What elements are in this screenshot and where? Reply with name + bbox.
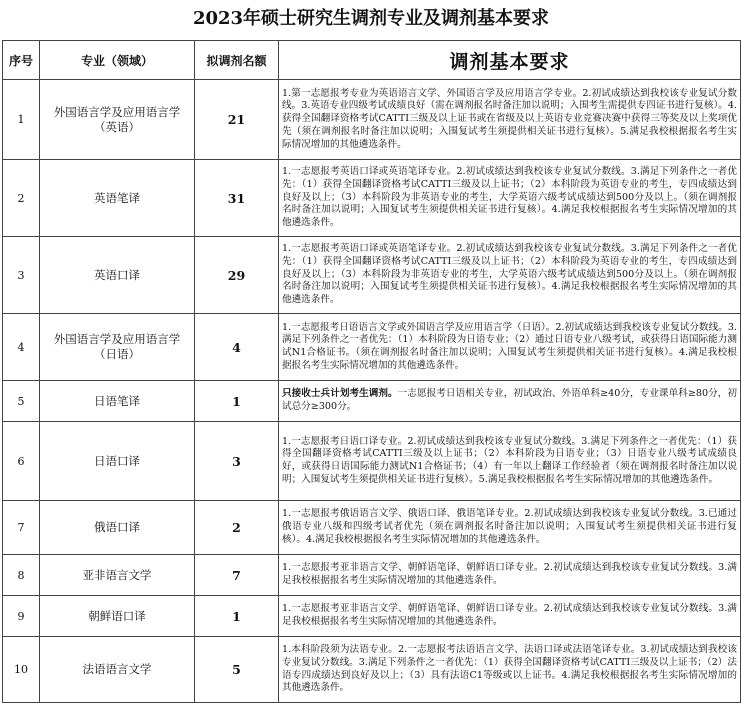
row-index: 2 [3, 160, 40, 237]
document-title: 2023年硕士研究生调剂专业及调剂基本要求 [192, 8, 550, 29]
row-quota: 29 [195, 237, 279, 314]
row-major: 外国语言学及应用语言学（英语） [40, 80, 195, 160]
row-quota: 2 [195, 501, 279, 555]
table-header-row [3, 41, 741, 80]
header-major: 专业（领域） [40, 41, 195, 80]
row-quota: 21 [195, 80, 279, 160]
row-index: 1 [3, 80, 40, 160]
row-requirements: 1.一志愿报考日语语言文学或外国语言学及应用语言学（日语）。2.初试成绩达到我校该专业复试分数线。3.满足下列条件之一者优先：（1）本科阶段为日语专业；（2）通过日语专业八级考试，或获得日语国际能力测试N1合格证书。（须在调剂报名时备注加以说明；入围复试考生须提供相关证书进行复核）。4.满足我校根据报名考生实际情况增加的其他遴选条件。 [279, 314, 741, 381]
row-quota: 4 [195, 314, 279, 381]
row-major: 俄语口译 [40, 501, 195, 555]
row-requirements: 1.一志愿报考俄语语言文学、俄语口译、俄语笔译专业。2.初试成绩达到我校该专业复试分数线。3.已通过俄语专业八级和四级考试者优先（须在调剂报名时备注加以说明；入围复试考生须提供相关证书进行复核）。4.满足我校根据报名考生实际情况增加的其他遴选条件。 [279, 501, 741, 555]
row-requirements: 1.一志愿报考亚非语言文学、朝鲜语笔译、朝鲜语口译专业。2.初试成绩达到我校该专业复试分数线。3.满足我校根据报名考生实际情况增加的其他遴选条件。 [279, 596, 741, 637]
soldier-plan-notice: 只接收士兵计划考生调剂。 [282, 388, 398, 400]
header-quota: 拟调剂名额 [195, 41, 279, 80]
header-index: 序号 [3, 41, 40, 80]
row-major: 亚非语言文学 [40, 555, 195, 596]
row-major: 英语笔译 [40, 160, 195, 237]
row-index: 8 [3, 555, 40, 596]
row-major: 外国语言学及应用语言学（日语） [40, 314, 195, 381]
row-index: 6 [3, 422, 40, 501]
row-requirements: 1.一志愿报考英语口译或英语笔译专业。2.初试成绩达到我校该专业复试分数线。3.满足下列条件之一者优先：（1）获得全国翻译资格考试CATTI三级及以上证书；（2）本科阶段为英语专业的考生，专四成绩达到良好及以上；（3）本科阶段为非英语专业的考生，大学英语六级考试成绩达到500分及以上。（须在调剂报名时备注加以说明；入围复试考生须提供相关证书进行复核）。4.满足我校根据报名考生实际情况增加的其他遴选条件。 [279, 160, 741, 237]
row-index: 5 [3, 381, 40, 422]
row-quota: 31 [195, 160, 279, 237]
row-quota: 1 [195, 381, 279, 422]
table-row [3, 381, 741, 422]
table-row [3, 80, 741, 160]
row-major: 日语口译 [40, 422, 195, 501]
row-requirements [279, 381, 741, 422]
row-requirements: 1.本科阶段须为法语专业。2.一志愿报考法语语言文学、法语口译或法语笔译专业。3.初试成绩达到我校该专业复试分数线。3.满足下列条件之一者优先：（1）获得全国翻译资格考试CATTI三级及以上证书；（2）法语专四成绩达到良好及以上；（3）具有法语C1等级或以上证书。4.满足我校根据报名考生实际情况增加的其他遴选条件。 [279, 637, 741, 703]
row-requirements: 1.一志愿报考英语口译或英语笔译专业。2.初试成绩达到我校该专业复试分数线。3.满足下列条件之一者优先：（1）获得全国翻译资格考试CATTI三级及以上证书；（2）本科阶段为英语专业的考生，专四成绩达到良好及以上；（3）本科阶段为非英语专业的考生，大学英语六级考试成绩达到500分及以上。（须在调剂报名时备注加以说明；入围复试考生须提供相关证书进行复核）。4.满足我校根据报名考生实际情况增加的其他遴选条件。 [279, 237, 741, 314]
table-row [3, 160, 741, 237]
row-requirements: 1.一志愿报考日语口译专业。2.初试成绩达到我校该专业复试分数线。3.满足下列条件之一者优先：（1）获得全国翻译资格考试CATTI三级及以上证书；（2）本科阶段为日语专业；（3）日语专业八级考试成绩良好，或获得日语国际能力测试N1合格证书；（4）有一年以上翻译工作经验者（须在调剂报名时备注加以说明；入围复试考生须提供相关证书进行复核）。5.满足我校根据报名考生实际情况增加的其他遴选条件。 [279, 422, 741, 501]
table-row [3, 422, 741, 501]
adjustment-table [2, 40, 741, 703]
row-requirements: 1.第一志愿报考专业为英语语言文学、外国语言学及应用语言学专业。2.初试成绩达到我校该专业复试分数线。3.英语专业四级考试成绩良好（需在调剂报名时备注加以说明；入围考生需提供专四证书进行复核）。4.获得全国翻译资格考试CATTI三级及以上证书或在省级及以上英语专业竞赛决赛中获得三等奖及以上奖项优先（须在调剂报名时备注加以说明；入围复试考生须提供相关证书进行复核）。5.满足我校根据报名考生实际情况增加的其他遴选条件。 [279, 80, 741, 160]
row-index: 7 [3, 501, 40, 555]
row-requirements-text: 一志愿报考日语相关专业，初试政治、外语单科≥40分，专业课单科≥80分，初试总分≥300分。 [282, 388, 738, 412]
row-quota: 5 [195, 637, 279, 703]
table-row [3, 237, 741, 314]
table-row [3, 501, 741, 555]
row-requirements: 1.一志愿报考亚非语言文学、朝鲜语笔译、朝鲜语口译专业。2.初试成绩达到我校该专业复试分数线。3.满足我校根据报名考生实际情况增加的其他遴选条件。 [279, 555, 741, 596]
table-row [3, 555, 741, 596]
row-major: 英语口译 [40, 237, 195, 314]
row-major: 日语笔译 [40, 381, 195, 422]
header-requirements: 调剂基本要求 [279, 41, 741, 80]
table-row [3, 596, 741, 637]
row-index: 10 [3, 637, 40, 703]
row-quota: 1 [195, 596, 279, 637]
row-index: 3 [3, 237, 40, 314]
row-major: 法语语言文学 [40, 637, 195, 703]
row-index: 9 [3, 596, 40, 637]
row-index: 4 [3, 314, 40, 381]
table-row [3, 637, 741, 703]
row-major: 朝鲜语口译 [40, 596, 195, 637]
row-quota: 7 [195, 555, 279, 596]
table-row [3, 314, 741, 381]
row-quota: 3 [195, 422, 279, 501]
